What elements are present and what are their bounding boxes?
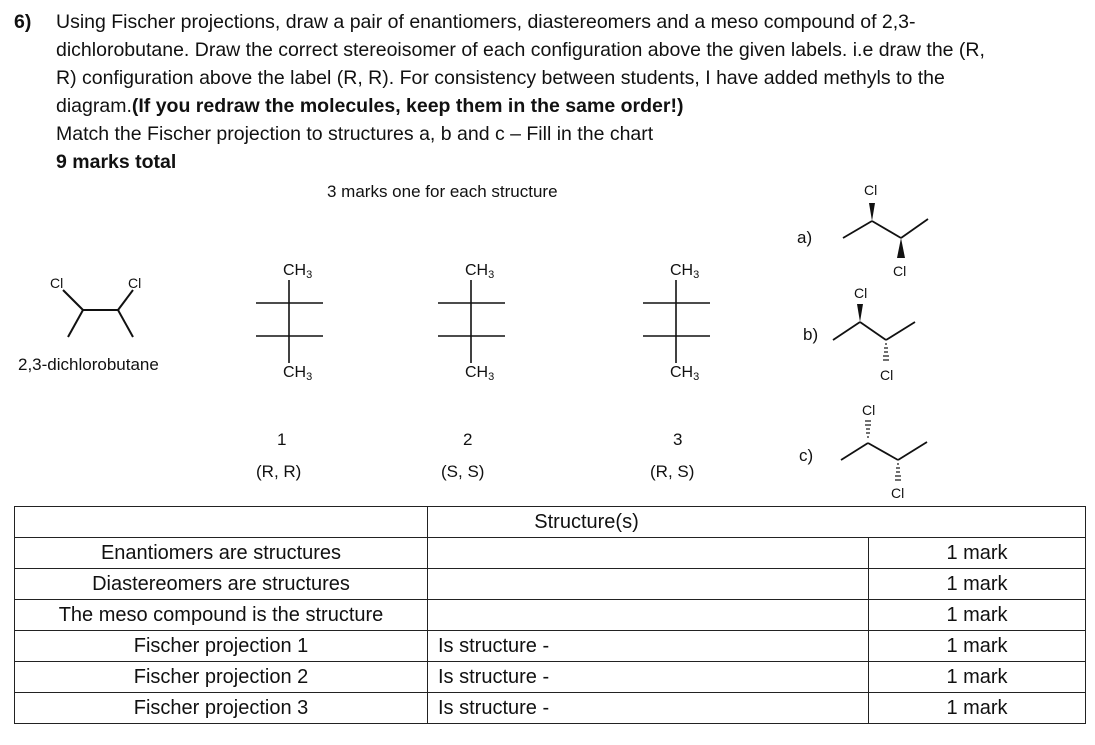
marks-cell: 1 mark [869,662,1086,693]
structure-a-label: a) [797,228,813,247]
wedge-bond-a-top [869,203,875,221]
answer-cell[interactable] [428,538,869,569]
fischer-3-frame [643,280,710,363]
fischer-2-number: 2 [463,430,473,449]
hash-bond-c-top [865,421,871,437]
molecule-cl-right: Cl [128,275,142,291]
structure-c-cl-bottom: Cl [891,485,905,501]
table-row [15,600,1086,631]
fischer-2-top-ch3: $CH_3$ [465,262,495,281]
fischer-3-config: (R, S) [650,462,695,481]
answer-chart [14,506,1086,724]
structure-a-cl-bottom: Cl [893,263,907,279]
molecule-cl-left: Cl [50,275,64,291]
header-structures: Structure(s) [428,507,1086,538]
hash-bond-b-bottom [883,344,889,360]
table-row [15,662,1086,693]
table-row [15,569,1086,600]
structure-b [833,304,915,360]
structure-c [841,421,927,480]
fischer-3-number: 3 [673,430,683,449]
marks-cell: 1 mark [869,569,1086,600]
question-line-2: dichlorobutane. Draw the correct stereoisomer of each configuration above the given labels. i.e draw the (R, [56,39,985,61]
answer-cell[interactable] [428,600,869,631]
bond-c1-c2 [68,310,83,337]
question-line-4-bold: (If you redraw the molecules, keep them in the same order!) [131,95,684,117]
answer-cell[interactable] [428,569,869,600]
question-number: 6) [14,11,32,33]
marks-note: 3 marks one for each structure [327,182,558,201]
bond-c3-c4 [118,310,133,337]
row-label: Diastereomers are structures [15,569,428,600]
hash-bond-c-bottom [895,464,901,480]
marks-total: 9 marks total [56,151,177,173]
fischer-1-top-ch3: $CH_3$ [283,262,313,281]
wedge-bond-a-bottom [897,238,905,258]
fischer-1-config: (R, R) [256,462,302,481]
marks-cell: 1 mark [869,631,1086,662]
fischer-3-top-ch3: $CH_3$ [670,262,700,281]
row-label: Fischer projection 1 [15,631,428,662]
question-line-1: Using Fischer projections, draw a pair of enantiomers, diastereomers and a meso compound of 2,3- [56,11,916,33]
question-line-4-start: diagram. [56,95,132,117]
structure-b-label: b) [803,325,819,344]
structure-a-cl-top: Cl [864,182,878,198]
structure-b-cl-top: Cl [854,285,868,301]
row-label: Fischer projection 2 [15,662,428,693]
question-line-3: R) configuration above the label (R, R). For consistency between students, I have added methyls to the [56,67,945,89]
fischer-2-frame [438,280,505,363]
dichlorobutane-skeleton [63,290,133,337]
wedge-bond-b-top [857,304,863,322]
answer-cell[interactable]: Is structure - [428,662,869,693]
question-line-5: Match the Fischer projection to structures a, b and c – Fill in the chart [56,123,654,145]
answer-cell[interactable]: Is structure - [428,693,869,724]
fischer-2-bottom-ch3: $CH_3$ [465,364,495,383]
fischer-3-bottom-ch3: $CH_3$ [670,364,700,383]
table-row [15,631,1086,662]
structure-b-cl-bottom: Cl [880,367,894,383]
table-row [15,693,1086,724]
answer-cell[interactable]: Is structure - [428,631,869,662]
marks-cell: 1 mark [869,693,1086,724]
bond-cl-left [63,290,83,310]
structure-c-label: c) [799,446,814,465]
molecule-name: 2,3-dichlorobutane [18,355,159,374]
structure-c-cl-top: Cl [862,402,876,418]
row-label: The meso compound is the structure [15,600,428,631]
fischer-1-frame [256,280,323,363]
fischer-1-number: 1 [277,430,287,449]
table-row [15,538,1086,569]
marks-cell: 1 mark [869,600,1086,631]
row-label: Enantiomers are structures [15,538,428,569]
bond-cl-right [118,290,133,310]
marks-cell: 1 mark [869,538,1086,569]
fischer-1-bottom-ch3: $CH_3$ [283,364,313,383]
fischer-2-config: (S, S) [441,462,485,481]
header-cell-empty [15,507,428,538]
chart-header-row [15,507,1086,538]
structure-a [843,203,928,258]
row-label: Fischer projection 3 [15,693,428,724]
